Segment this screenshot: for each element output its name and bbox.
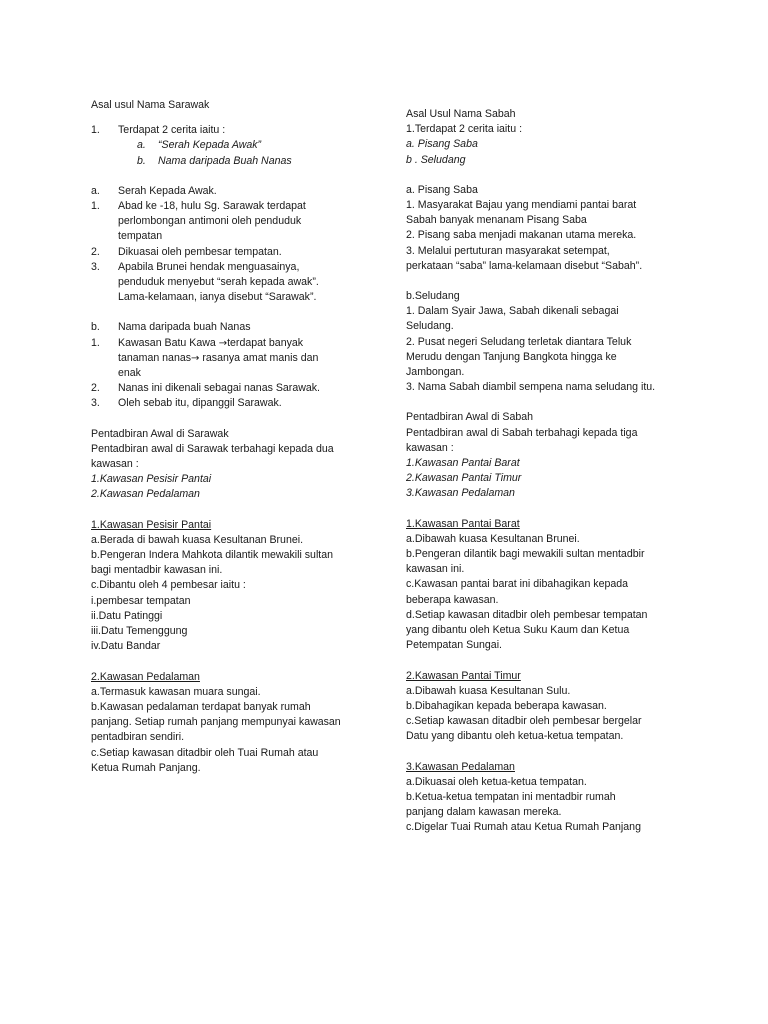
paragraph-line: c.Setiap kawasan ditadbir oleh pembesar bergelar [406, 715, 642, 728]
section-b-heading [91, 320, 371, 335]
paragraph-line: a.Termasuk kawasan muara sungai. [91, 685, 261, 698]
paragraph-line: kawasan : [406, 441, 454, 454]
list-item [91, 245, 371, 260]
list-item [91, 396, 371, 411]
paragraph-line: b.Dibahagikan kepada beberapa kawasan. [406, 699, 607, 712]
pentadbiran-sarawak-heading: Pentadbiran Awal di Sarawak [91, 427, 229, 440]
pedalaman-sabah-heading: 3.Kawasan Pedalaman [406, 760, 515, 773]
paragraph-line: iii.Datu Temenggung [91, 625, 188, 638]
list-text: Oleh sebab itu, dipanggil Sarawak. [118, 397, 282, 410]
section-heading: Serah Kepada Awak. [118, 184, 217, 197]
paragraph-line: b.Pengeran dilantik bagi mewakili sultan mentadbir [406, 548, 645, 561]
paragraph-line: c.Setiap kawasan ditadbir oleh Tuai Rumah atau [91, 746, 319, 759]
arrow-right-icon: → [191, 352, 200, 364]
paragraph-line: bagi mentadbir kawasan ini. [91, 564, 223, 577]
paragraph-line: Merudu dengan Tanjung Bangkota hingga ke [406, 350, 617, 363]
list-label: a. [137, 139, 146, 152]
paragraph-line: kawasan : [91, 458, 139, 471]
paragraph-line: a.Dibawah kuasa Kesultanan Sulu. [406, 684, 571, 697]
list-number: 3. [91, 260, 100, 273]
text-fragment: terdapat banyak [227, 336, 304, 349]
list-item [91, 336, 371, 382]
paragraph-line: ii.Datu Patinggi [91, 609, 163, 622]
paragraph-line: yang dibantu oleh Ketua Suku Kaum dan Ketua [406, 624, 630, 637]
paragraph-line: 2. Pusat negeri Seludang terletak diantara Teluk [406, 335, 632, 348]
list-item [91, 199, 371, 245]
paragraph-line: 3.Kawasan Pedalaman [406, 487, 515, 500]
list-text [118, 260, 319, 306]
paragraph-line: a.Dibawah kuasa Kesultanan Brunei. [406, 532, 580, 545]
text-fragment: enak [118, 367, 141, 380]
sabah-title: Asal Usul Nama Sabah [406, 108, 516, 120]
sarawak-intro-item [91, 138, 371, 153]
paragraph-line: 1. Masyarakat Bajau yang mendiami pantai barat [406, 199, 637, 212]
pedalaman-sarawak-heading: 2.Kawasan Pedalaman [91, 670, 200, 683]
paragraph-line: 1. Dalam Syair Jawa, Sabah dikenali sebagai [406, 305, 619, 318]
left-column-sarawak [91, 98, 371, 776]
section-heading: Nama daripada buah Nanas [118, 321, 251, 334]
paragraph-line: Jambongan. [406, 366, 465, 379]
list-label: b. [137, 154, 146, 167]
list-item [91, 381, 371, 396]
right-column-sabah [406, 107, 678, 836]
list-text: Terdapat 2 cerita iaitu : [118, 124, 226, 137]
paragraph-line: perkataan “saba” lama-kelamaan disebut “Sabah”. [406, 259, 643, 272]
paragraph-line: beberapa kawasan. [406, 593, 499, 606]
pesisir-pantai-heading: 1.Kawasan Pesisir Pantai [91, 518, 212, 531]
sarawak-intro-item [91, 154, 371, 169]
paragraph-line: d.Setiap kawasan ditadbir oleh pembesar tempatan [406, 608, 648, 621]
section-a-heading [91, 184, 371, 199]
list-text: Dikuasai oleh pembesar tempatan. [118, 245, 282, 258]
paragraph-line: a. Pisang Saba [406, 138, 478, 151]
paragraph-line: 3. Melalui pertuturan masyarakat setempat, [406, 244, 610, 257]
section-label: a. [91, 184, 100, 197]
list-number: 1. [91, 336, 100, 349]
list-text [118, 199, 306, 245]
paragraph-line: Ketua Rumah Panjang. [91, 761, 201, 774]
line: penduduk menyebut “serah kepada awak”. [118, 276, 319, 289]
paragraph-line: a.Berada di bawah kuasa Kesultanan Brunei. [91, 533, 304, 546]
list-text [118, 336, 318, 382]
arrow-right-icon: → [218, 337, 228, 349]
line: Apabila Brunei hendak menguasainya, [118, 260, 300, 273]
paragraph-line: pentadbiran sendiri. [91, 731, 185, 744]
pisang-saba-heading: a. Pisang Saba [406, 183, 478, 196]
text-fragment: tanaman nanas [118, 351, 192, 364]
paragraph-line: 3. Nama Sabah diambil sempena nama seludang itu. [406, 381, 656, 394]
paragraph-line: 1.Terdapat 2 cerita iaitu : [406, 123, 523, 136]
paragraph-line: 2.Kawasan Pantai Timur [406, 472, 522, 485]
line: Abad ke -18, hulu Sg. Sarawak terdapat [118, 200, 306, 213]
line: Lama-kelamaan, ianya disebut “Sarawak”. [118, 291, 317, 304]
list-text: Nanas ini dikenali sebagai nanas Sarawak. [118, 382, 320, 395]
sarawak-intro [91, 123, 371, 138]
paragraph-line: Pentadbiran awal di Sabah terbahagi kepada tiga [406, 426, 638, 439]
paragraph-line: c.Kawasan pantai barat ini dibahagikan kepada [406, 578, 629, 591]
paragraph-line: 2.Kawasan Pedalaman [91, 488, 200, 501]
list-number: 2. [91, 245, 100, 258]
paragraph-line: panjang. Setiap rumah panjang mempunyai kawasan [91, 716, 341, 729]
paragraph-line: b.Ketua-ketua tempatan ini mentadbir rumah [406, 790, 616, 803]
list-number: 2. [91, 382, 100, 395]
paragraph-line: b.Kawasan pedalaman terdapat banyak rumah [91, 700, 311, 713]
line: tempatan [118, 230, 163, 243]
section-label: b. [91, 321, 100, 334]
paragraph-line: c.Dibantu oleh 4 pembesar iaitu : [91, 579, 246, 592]
text-fragment: Kawasan Batu Kawa [118, 336, 219, 349]
paragraph-line: Petempatan Sungai. [406, 639, 503, 652]
paragraph-line: kawasan ini. [406, 563, 465, 576]
sarawak-title: Asal usul Nama Sarawak [91, 99, 210, 111]
paragraph-line: Datu yang dibantu oleh ketua-ketua tempatan. [406, 730, 624, 743]
pantai-timur-heading: 2.Kawasan Pantai Timur [406, 669, 521, 682]
seludang-heading: b.Seludang [406, 290, 460, 303]
paragraph-line: panjang dalam kawasan mereka. [406, 806, 562, 819]
paragraph-line: b . Seludang [406, 153, 466, 166]
paragraph-line: i.pembesar tempatan [91, 594, 191, 607]
pentadbiran-sabah-heading: Pentadbiran Awal di Sabah [406, 411, 534, 424]
list-text: “Serah Kepada Awak” [158, 139, 262, 152]
paragraph-line: 1.Kawasan Pesisir Pantai [91, 473, 212, 486]
list-text: Nama daripada Buah Nanas [158, 154, 292, 167]
paragraph-line: b.Pengeran Indera Mahkota dilantik mewakili sultan [91, 549, 334, 562]
list-number: 1. [91, 200, 100, 213]
paragraph-line: Pentadbiran awal di Sarawak terbahagi kepada dua [91, 442, 334, 455]
paragraph-line: 2. Pisang saba menjadi makanan utama mereka. [406, 229, 637, 242]
line: perlombongan antimoni oleh penduduk [118, 215, 302, 228]
text-fragment: rasanya amat manis dan [199, 351, 319, 364]
paragraph-line: iv.Datu Bandar [91, 640, 161, 653]
paragraph-line: a.Dikuasai oleh ketua-ketua tempatan. [406, 775, 587, 788]
list-number: 3. [91, 397, 100, 410]
list-item [91, 260, 371, 306]
list-number: 1. [91, 124, 100, 137]
paragraph-line: c.Digelar Tuai Rumah atau Ketua Rumah Panjang [406, 821, 641, 834]
pantai-barat-heading: 1.Kawasan Pantai Barat [406, 517, 520, 530]
paragraph-line: Sabah banyak menanam Pisang Saba [406, 214, 587, 227]
paragraph-line: Seludang. [406, 320, 454, 333]
paragraph-line: 1.Kawasan Pantai Barat [406, 457, 520, 470]
